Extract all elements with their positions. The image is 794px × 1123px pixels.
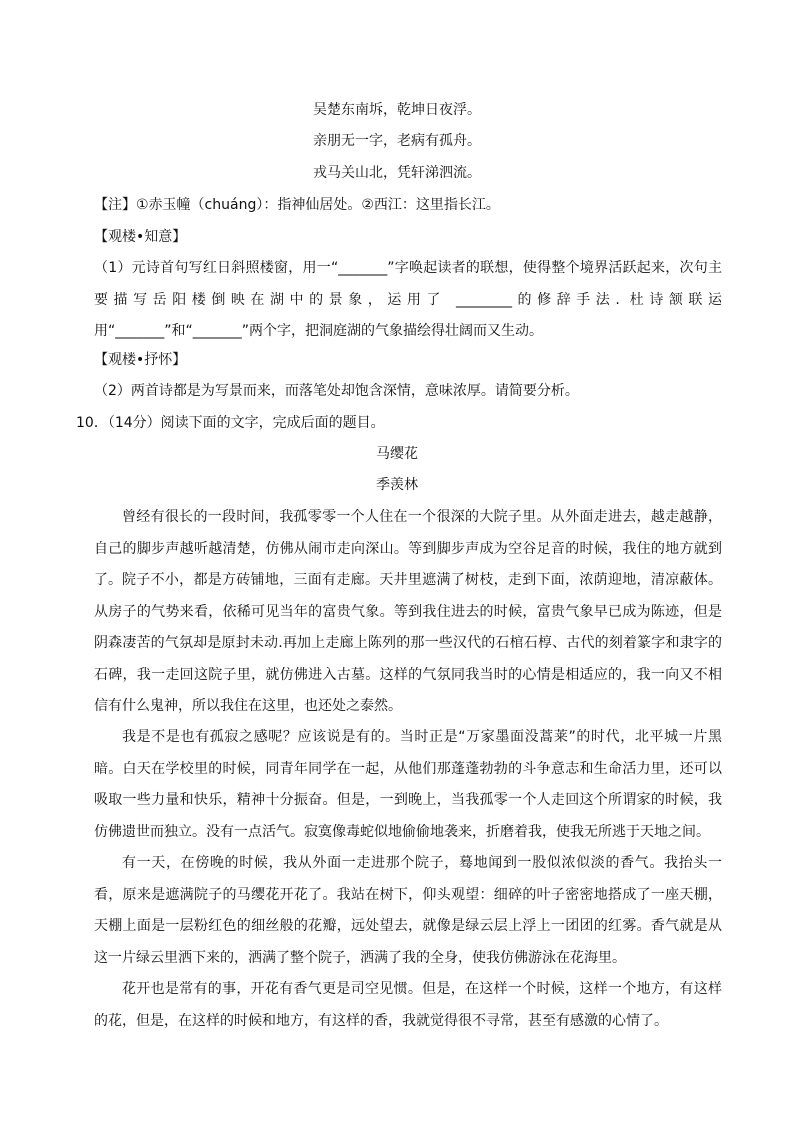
article-paragraph-3: 我是不是也有孤寂之感呢？应该说是有的。当时正是“万家墨面没蒿莱”的时代，北平城一片黑暗。白天在学校里的时候，同青年同学在一起，从他们那蓬蓬勃勃的斗争意志和生命活力里，还可以吸取一些力量和快乐，精神十分振奋。但是，一到晚上，当我孤零一个人走回这个所谓家的时候，我仿佛遗世而独立。没有一点活气。寂寞像毒蛇似地偷偷地袭来，折磨着我，使我无所逃于天地之间。 (94, 729, 722, 840)
article-author: 季羡林 (376, 477, 418, 493)
article-paragraph-4: 有一天，在傍晚的时候，我从外面一走进那个院子，蓦地闻到一股似浓似淡的香气。我抬头一看，原来是遮满院子的马缨花开花了。我站在树下，仰头观望：细碎的叶子密密地搭成了一座天棚，天棚上面是一层粉红色的细丝般的花瓣，远处望去，就像是绿云层上浮上一团团的红雾。香气就是从这一片绿云里洒下来的，洒满了整个院子，洒满了我的全身，使我仿佛游泳在花海里。 (94, 855, 722, 966)
poem-line-2: 亲朋无一字，老病有孤舟。 (313, 133, 481, 149)
poem-line-1: 吴楚东南坼，乾坤日夜浮。 (313, 102, 481, 118)
note: 【注】①赤玉幢（chuáng）：指神仙居处。②西江：这里指长江。 (94, 197, 500, 213)
article-title: 马缨花 (376, 446, 418, 462)
article-paragraph-2: 院子不小，都是方砖铺地，三面有走廊。天井里遮满了树枝，走到下面，浓荫迎地，清凉蔽体。从房子的气势来看，依稀可见当年的富贵气象。等到我住进去的时候，富贵气象早已成为陈迹，但是阴森凄苦的气氛却是原封未动.再加上走廊上陈列的那一些汉代的石棺石椁、古代的刻着篆字和隶字的石碑，我一走回这院子里，就仿佛进入古墓。这样的气氛同我当时的心情是相适应的，我一向又不相信有什么鬼神，所以我住在这里，也还处之泰然。 (94, 572, 722, 714)
question-10: 10．（14分）阅读下面的文字，完成后面的题目。 (76, 415, 385, 431)
question-1: （1）元诗首句写红日斜照楼窗，用一“_______”字唤起读者的联想，使得整个境界活跃起来，次句主要描写岳阳楼倒映在湖中的景象，运用了 ________的修辞手法. 杜诗颔联运用“_______”和“_______”两个字，把洞庭湖的气象描绘得壮阔而又生动。 (94, 260, 722, 339)
poem-line-3: 戎马关山北，凭轩涕泗流。 (313, 165, 481, 181)
question-2: （2）两首诗都是为写景而来，而落笔处却饱含深情，意味浓厚。请简要分析。 (94, 383, 579, 399)
article-paragraph-5: 花开也是常有的事，开花有香气更是司空见惯。但是，在这样一个时候，这样一个地方，有这样的花，但是，在这样的时候和地方，有这样的香，我就觉得很不寻常，甚至有感激的心情了。 (94, 981, 722, 1029)
section-title-shuhuai: 【观楼•抒怀】 (94, 352, 187, 368)
section-title-zhiyi: 【观楼•知意】 (94, 229, 187, 245)
article-paragraph-1: 曾经有很长的一段时间，我孤零零一个人住在一个很深的大院子里。从外面走进去，越走越静，自己的脚步声越听越清楚，仿佛从闹市走向深山。等到脚步声成为空谷足音的时候，我住的地方就到了。 (94, 509, 722, 588)
